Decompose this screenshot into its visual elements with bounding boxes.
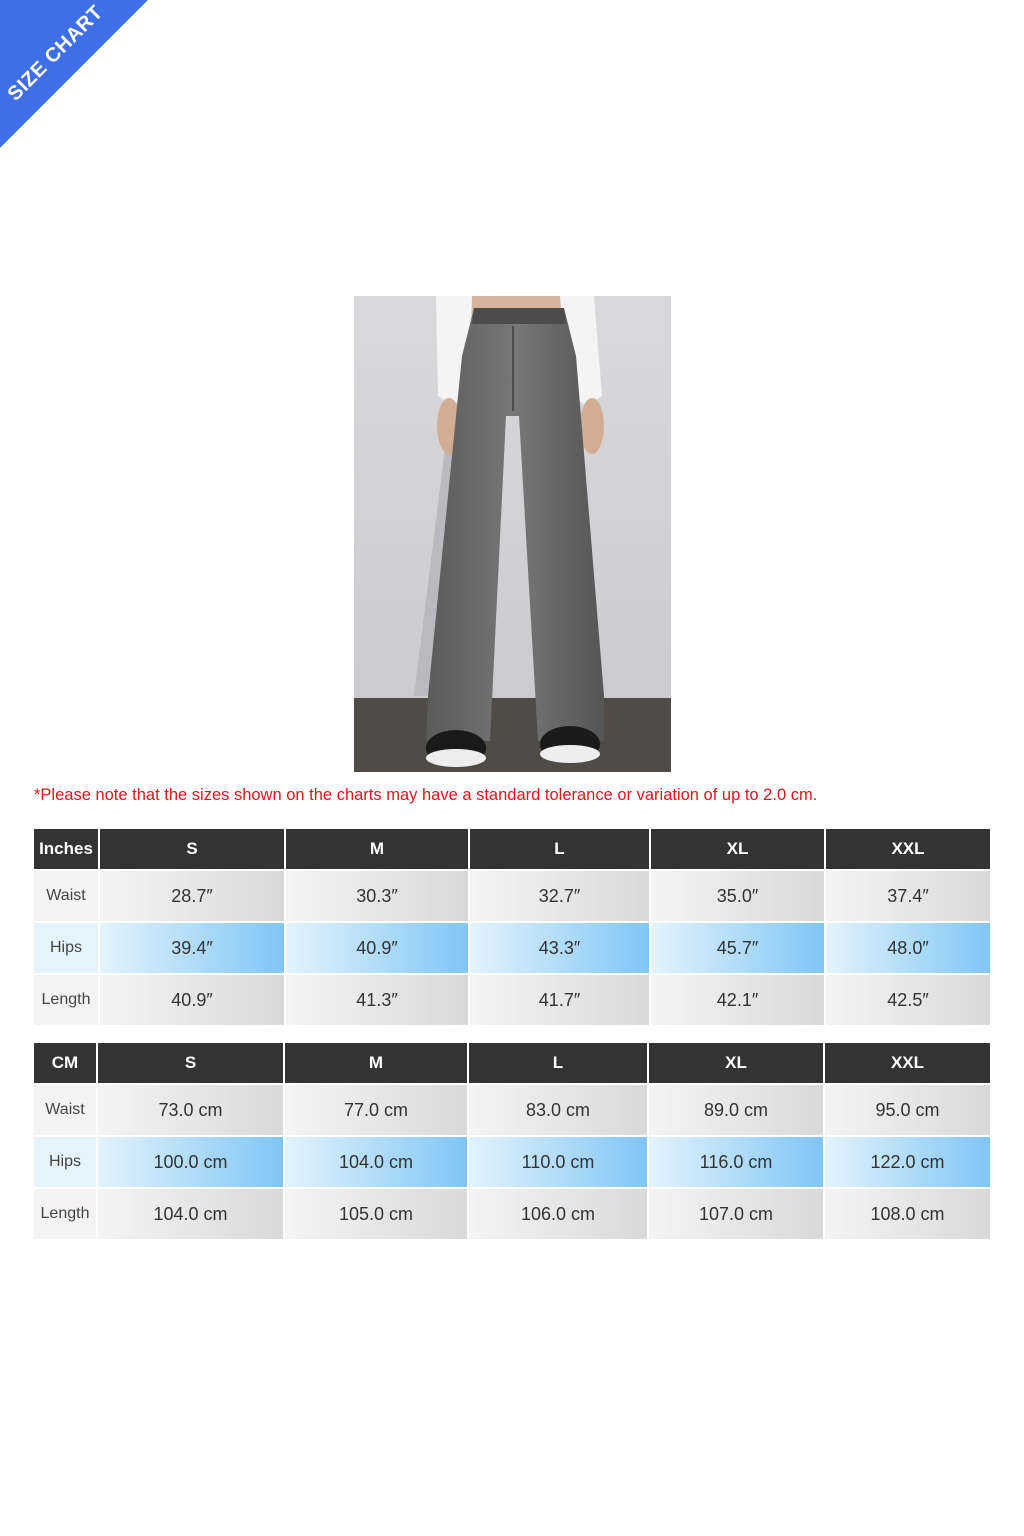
- row-label: Waist: [34, 1084, 97, 1136]
- table-cell: 104.0 cm: [97, 1188, 284, 1240]
- table-cell: 48.0″: [825, 922, 990, 974]
- table-cell: 45.7″: [650, 922, 825, 974]
- size-header-xxl: XXL: [825, 829, 990, 870]
- row-label: Length: [34, 974, 99, 1026]
- table-cell: 122.0 cm: [824, 1136, 990, 1188]
- table-cell: 32.7″: [469, 870, 650, 922]
- table-cell: 41.7″: [469, 974, 650, 1026]
- table-cell: 40.9″: [99, 974, 285, 1026]
- table-cell: 89.0 cm: [648, 1084, 824, 1136]
- table-cell: 30.3″: [285, 870, 469, 922]
- row-label: Waist: [34, 870, 99, 922]
- table-row-waist: [34, 1084, 990, 1136]
- jeans-illustration: [354, 296, 671, 772]
- table-cell: 104.0 cm: [284, 1136, 468, 1188]
- table-cell: 110.0 cm: [468, 1136, 648, 1188]
- cm-size-table: [34, 1043, 990, 1241]
- table-cell: 108.0 cm: [824, 1188, 990, 1240]
- size-header-xl: XL: [648, 1043, 824, 1084]
- table-row-hips: [34, 922, 990, 974]
- size-chart-ribbon: [0, 0, 148, 148]
- row-label: Hips: [34, 1136, 97, 1188]
- table-cell: 43.3″: [469, 922, 650, 974]
- table-header-row: [34, 829, 990, 870]
- size-header-l: L: [468, 1043, 648, 1084]
- unit-label: CM: [34, 1043, 97, 1084]
- unit-label: Inches: [34, 829, 99, 870]
- size-header-xl: XL: [650, 829, 825, 870]
- table-cell: 42.5″: [825, 974, 990, 1026]
- size-header-l: L: [469, 829, 650, 870]
- table-row-length: [34, 974, 990, 1026]
- table-cell: 28.7″: [99, 870, 285, 922]
- table-cell: 116.0 cm: [648, 1136, 824, 1188]
- size-header-s: S: [97, 1043, 284, 1084]
- table-cell: 105.0 cm: [284, 1188, 468, 1240]
- table-cell: 95.0 cm: [824, 1084, 990, 1136]
- table-header-row: [34, 1043, 990, 1084]
- size-header-m: M: [285, 829, 469, 870]
- row-label: Hips: [34, 922, 99, 974]
- table-cell: 100.0 cm: [97, 1136, 284, 1188]
- table-row-hips: [34, 1136, 990, 1188]
- table-cell: 35.0″: [650, 870, 825, 922]
- tolerance-note: *Please note that the sizes shown on the charts may have a standard tolerance or variation of up to 2.0 cm.: [34, 786, 818, 804]
- table-row-waist: [34, 870, 990, 922]
- table-cell: 73.0 cm: [97, 1084, 284, 1136]
- ribbon-label: SIZE CHART: [3, 1, 108, 106]
- table-cell: 77.0 cm: [284, 1084, 468, 1136]
- table-cell: 40.9″: [285, 922, 469, 974]
- row-label: Length: [34, 1188, 97, 1240]
- size-header-xxl: XXL: [824, 1043, 990, 1084]
- table-cell: 106.0 cm: [468, 1188, 648, 1240]
- size-header-s: S: [99, 829, 285, 870]
- table-cell: 42.1″: [650, 974, 825, 1026]
- table-cell: 41.3″: [285, 974, 469, 1026]
- table-cell: 39.4″: [99, 922, 285, 974]
- table-cell: 83.0 cm: [468, 1084, 648, 1136]
- table-row-length: [34, 1188, 990, 1240]
- inches-size-table: [34, 829, 990, 1027]
- size-header-m: M: [284, 1043, 468, 1084]
- table-cell: 107.0 cm: [648, 1188, 824, 1240]
- table-cell: 37.4″: [825, 870, 990, 922]
- product-photo: [354, 296, 671, 772]
